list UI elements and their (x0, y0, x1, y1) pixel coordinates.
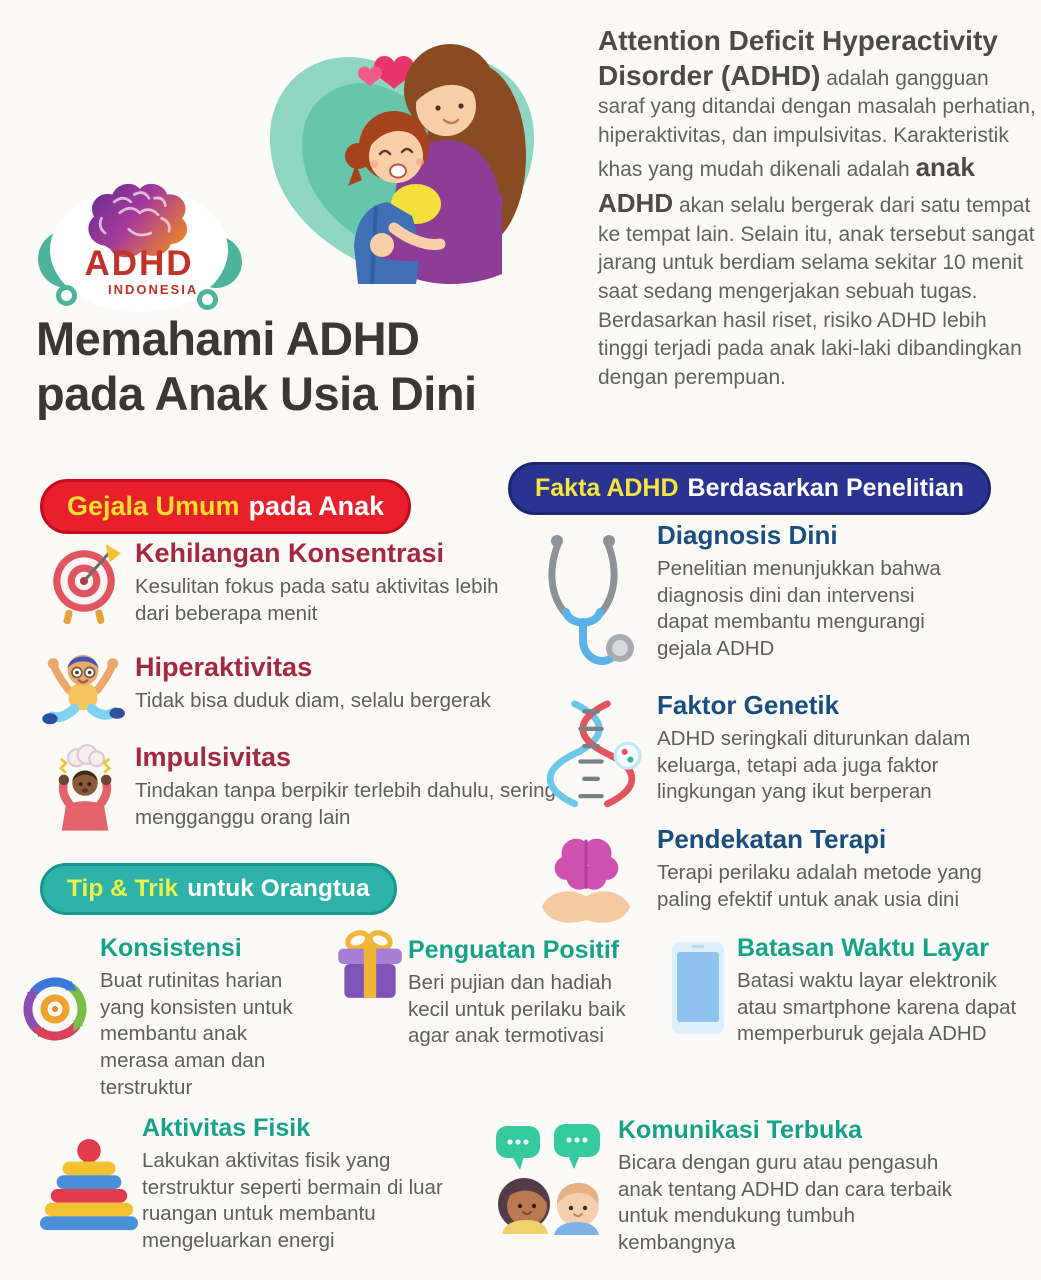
target-icon (44, 542, 124, 628)
item-body: Beri pujian dan hadiah kecil untuk perilaku baik agar anak termotivasi (408, 971, 626, 1048)
item-body: Tidak bisa duduk diam, selalu bergerak (135, 689, 491, 712)
item-body: Kesulitan fokus pada satu aktivitas lebih dari beberapa menit (135, 575, 499, 625)
stethoscope-icon (528, 528, 640, 680)
item-title: Aktivitas Fisik (142, 1114, 311, 1142)
gift-icon (330, 924, 410, 1002)
item-title: Diagnosis Dini (657, 520, 838, 550)
badge-highlight: Gejala Umum (67, 491, 240, 521)
item-body: Bicara dengan guru atau pengasuh anak tentang ADHD dan cara terbaik untuk mendukung tumbuh kembangnya (618, 1151, 952, 1254)
stacking-toy-icon (38, 1136, 140, 1238)
item-title: Pendekatan Terapi (657, 824, 887, 854)
item-title: Komunikasi Terbuka (618, 1116, 863, 1144)
badge-rest: untuk Orangtua (187, 875, 370, 902)
symptom-item-impulsivitas (135, 742, 565, 831)
page-title-line1: Memahami ADHD (36, 312, 420, 365)
intro-bold-anak-adhd: anak ADHD (598, 152, 975, 218)
item-body: Batasi waktu layar elektronik atau smartphone karena dapat memperburuk gejala ADHD (737, 969, 1017, 1046)
intro-text: adalah gangguan saraf yang ditandai dengan masalah perhatian, hiperaktivitas, dan impulsivitas. Karakteristik khas yang mudah dikenali adalah (598, 66, 1036, 182)
badge-rest: pada Anak (248, 491, 385, 521)
item-title: Batasan Waktu Layar (737, 934, 989, 962)
item-title: Impulsivitas (135, 742, 292, 772)
cycle-arrows-icon (8, 962, 102, 1056)
item-title: Kehilangan Konsentrasi (135, 538, 445, 568)
intro-heading-bold: Attention Deficit Hyperactivity Disorder (ADHD) (598, 25, 998, 91)
fact-item-diagnosis-dini (657, 520, 959, 663)
frustrated-child-icon (48, 744, 122, 833)
smartphone-icon (670, 940, 726, 1036)
symptom-item-hiperaktivitas (135, 652, 565, 715)
intro-text-continued: akan selalu bergerak dari satu tempat ke tempat lain. Selain itu, anak tersebut sangat jarang untuk berdiam selama sekitar 10 menit saat sedang mengerjakan sebuah tugas. Berdasarkan hasil riset, risiko ADHD lebih tinggi terjadi pada anak laki-laki dibandingkan dengan perempuan. (598, 193, 1035, 389)
logo-brand-text: ADHD (84, 244, 194, 283)
symptom-item-kehilangan-konsentrasi (135, 538, 500, 627)
page-title-line2: pada Anak Usia Dini (36, 366, 477, 420)
item-title: Konsistensi (100, 934, 242, 962)
tip-item-konsistensi (100, 934, 318, 1101)
item-title: Hiperaktivitas (135, 652, 313, 682)
brain-in-hands-icon (534, 824, 638, 934)
item-body: ADHD seringkali diturunkan dalam keluarga, tetapi ada juga faktor lingkungan yang ikut berperan (657, 727, 971, 804)
item-body: Tindakan tanpa berpikir terlebih dahulu, sering mengganggu orang lain (135, 779, 556, 829)
item-body: Buat rutinitas harian yang konsisten untuk membantu anak merasa aman dan terstruktur (100, 969, 293, 1099)
item-body: Penelitian menunjukkan bahwa diagnosis dini dan intervensi dapat membantu mengurangi gejala ADHD (657, 557, 941, 660)
badge-rest: Berdasarkan Penelitian (687, 474, 965, 502)
logo-subtext: INDONESIA (108, 282, 199, 297)
badge-fakta-adhd (508, 462, 991, 515)
fact-item-pendekatan-terapi (657, 824, 1007, 913)
badge-highlight: Fakta ADHD (535, 474, 679, 502)
tip-item-penguatan-positif (408, 936, 650, 1050)
intro-paragraph (598, 24, 1040, 392)
page-title (36, 312, 596, 422)
hero-illustration (244, 6, 560, 298)
logo-ring (56, 285, 77, 306)
badge-gejala-umum (40, 479, 411, 534)
jumping-child-icon (40, 646, 126, 734)
tip-item-aktivitas-fisik (142, 1114, 447, 1255)
children-talking-icon (490, 1122, 616, 1236)
item-body: Lakukan aktivitas fisik yang terstruktur seperti bermain di luar ruangan untuk membantu mengeluarkan energi (142, 1149, 443, 1252)
dna-icon (540, 698, 642, 810)
tip-item-komunikasi-terbuka (618, 1116, 958, 1257)
fact-item-faktor-genetik (657, 690, 982, 806)
item-title: Penguatan Positif (408, 936, 620, 964)
item-body: Terapi perilaku adalah metode yang paling efektif untuk anak usia dini (657, 861, 982, 911)
mother-hugging-child-illustration (244, 6, 560, 298)
item-title: Faktor Genetik (657, 690, 840, 720)
badge-highlight: Tip & Trik (67, 875, 179, 902)
badge-tip-trik (40, 863, 397, 915)
adhd-indonesia-logo (40, 182, 238, 320)
tip-item-batasan-waktu-layar (737, 934, 1027, 1048)
